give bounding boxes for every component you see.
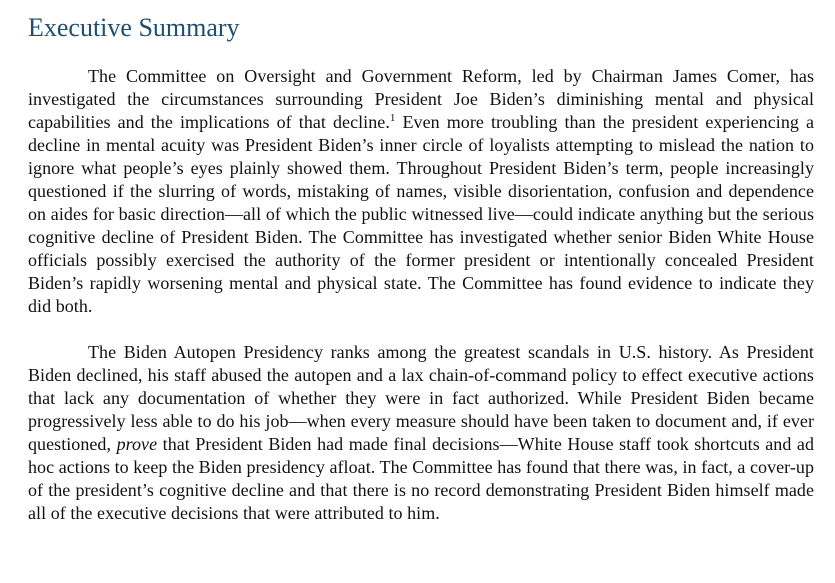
document-page <box>28 0 814 525</box>
paragraph-2-text-end: that President Biden had made final decisions—White House staff took shortcuts and ad hoc actions to keep the Biden presidency afloat. The Committee has found that there was, in fact, a cover-up of the president’s cognitive decline and that there is no record demonstrating President Biden himself made all of the executive decisions that were attributed to him. <box>28 434 815 523</box>
footnote-reference[interactable]: 1 <box>389 112 396 124</box>
summary-paragraph-2 <box>28 341 814 525</box>
emphasized-word: prove <box>116 434 158 454</box>
section-heading: Executive Summary <box>28 13 240 42</box>
summary-paragraph-1 <box>28 65 814 318</box>
paragraph-2-text-start: The Biden Autopen Presidency ranks among the greatest scandals in U.S. history. As President Biden declined, his staff abused the autopen and a lax chain-of-command policy to effect executive actions that lack any documentation of whether they were in fact authorized. While President Biden became progressively less able to do his job—when every measure should have been taken to document and, if ever questioned, <box>28 342 814 454</box>
paragraph-1-text-start: The Committee on Oversight and Government Reform, led by Chairman James Comer, has investigated the circumstances surrounding President Joe Biden’s diminishing mental and physical capabilities and the implications of that decline. <box>28 66 814 132</box>
paragraph-1-text-end: Even more troubling than the president experiencing a decline in mental acuity was President Biden’s inner circle of loyalists attempting to mislead the nation to ignore what people’s eyes plainly showed them. Throughout President Biden’s term, people increasingly questioned if the slurring of words, mistaking of names, visible disorientation, confusion and dependence on aides for basic direction—all of which the public witnessed live—could indicate anything but the serious cognitive decline of President Biden. The Committee has investigated whether senior Biden White House officials possibly exercised the authority of the former president or intentionally concealed President Biden’s rapidly worsening mental and physical state. The Committee has found evidence to indicate they did both. <box>28 112 815 316</box>
